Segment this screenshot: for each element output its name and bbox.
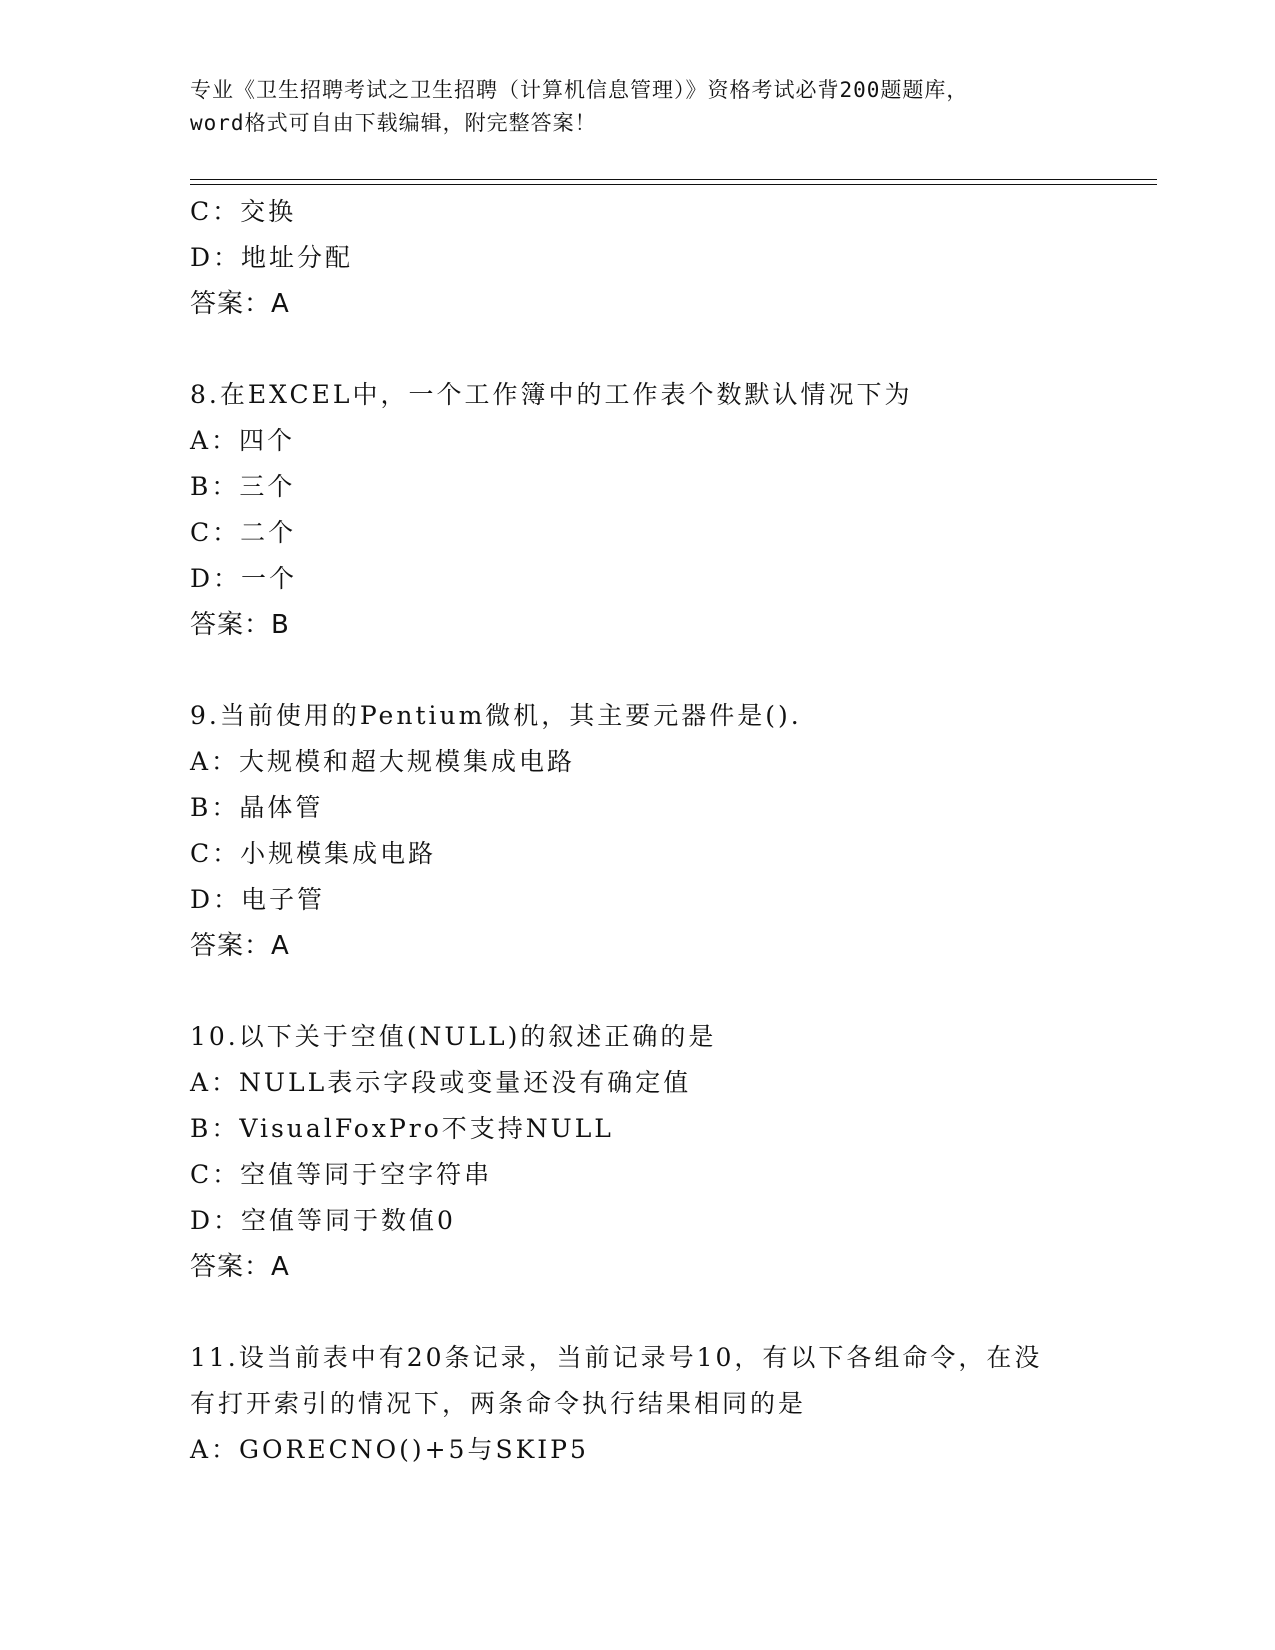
previous-question-tail [190,189,1090,327]
question-9 [190,693,1090,969]
question-stem: 10.以下关于空值(NULL)的叙述正确的是 [190,1022,717,1051]
spacer [190,1290,1090,1335]
option-d: D：电子管 [190,885,326,914]
answer-line: 答案：A [190,289,290,319]
question-stem: 9.当前使用的Pentium微机，其主要元器件是(). [190,701,802,730]
option-c: C：小规模集成电路 [190,839,437,868]
document-header [190,74,1090,140]
option-c: C：二个 [190,518,297,547]
question-content [190,189,1090,1473]
question-stem-line-2: 有打开索引的情况下，两条命令执行结果相同的是 [190,1389,807,1418]
option-b: B：晶体管 [190,793,324,822]
spacer [190,327,1090,372]
answer-line: 答案：A [190,931,290,961]
option-a: A：GORECNO()+5与SKIP5 [190,1435,589,1464]
answer-line: 答案：A [190,1252,290,1282]
option-d: D：空值等同于数值0 [190,1206,456,1235]
option-b: B：VisualFoxPro不支持NULL [190,1114,614,1143]
question-8 [190,372,1090,648]
spacer [190,648,1090,693]
header-title-line-2: word格式可自由下载编辑，附完整答案！ [190,111,597,135]
option-d: D：一个 [190,564,298,593]
question-stem-line-1: 11.设当前表中有20条记录，当前记录号10，有以下各组命令，在没 [190,1343,1043,1372]
spacer [190,969,1090,1014]
question-stem: 8.在EXCEL中，一个工作簿中的工作表个数默认情况下为 [190,380,913,409]
option-a: A：四个 [190,426,296,455]
answer-line: 答案：B [190,610,290,640]
question-11 [190,1335,1090,1473]
option-d: D：地址分配 [190,243,354,272]
question-10 [190,1014,1090,1290]
header-divider-bottom [190,184,1157,185]
option-a: A：大规模和超大规模集成电路 [190,747,576,776]
header-title-line-1: 专业《卫生招聘考试之卫生招聘（计算机信息管理）》资格考试必背200题题库， [190,78,969,102]
option-c: C：空值等同于空字符串 [190,1160,493,1189]
header-divider-top [190,179,1157,180]
option-a: A：NULL表示字段或变量还没有确定值 [190,1068,692,1097]
option-c: C：交换 [190,197,297,226]
option-b: B：三个 [190,472,296,501]
